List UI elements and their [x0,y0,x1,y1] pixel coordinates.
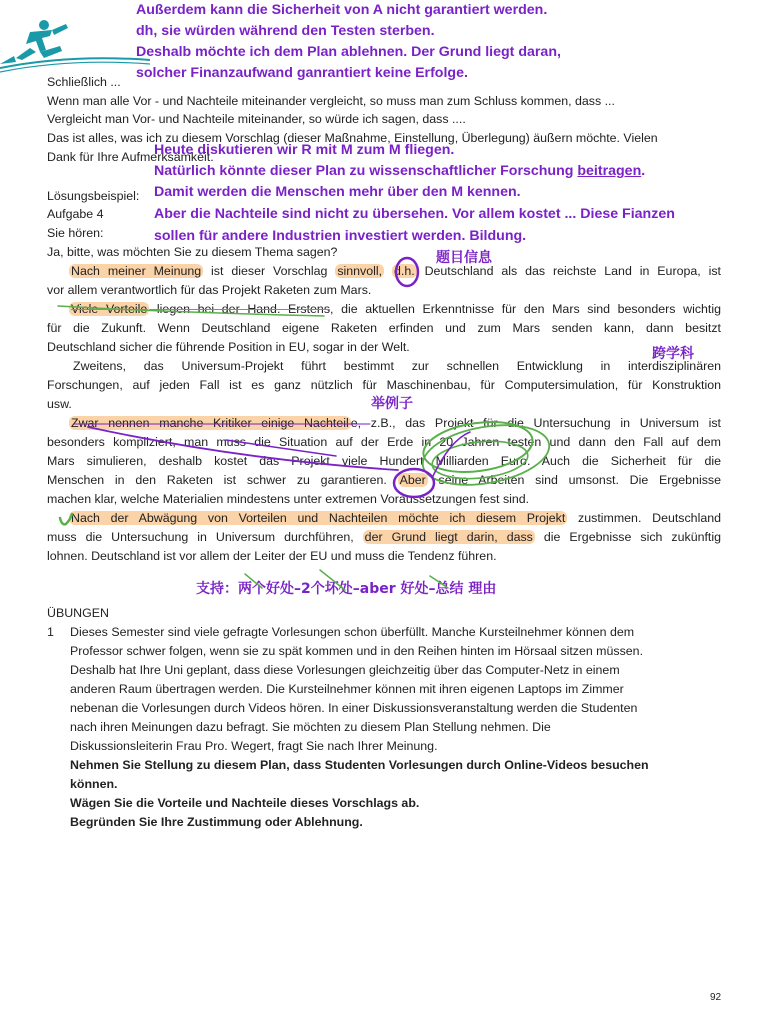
uebung-task-1: Nehmen Sie Stellung zu diesem Plan, dass Studenten Vorlesungen durch Online-Videos besuchen [70,758,649,772]
annotation-mid-2-text: Natürlich könnte dieser Plan zu wissenschaftlicher Forschung [154,163,578,179]
uebung-line-4: anderen Raum übertragen werden. Die Kursteilnehmer können mit ihren eigenen Laptops im Zimmer [70,682,624,696]
annotation-mid-2 [154,161,645,182]
paragraph-4-line-4 [47,471,721,490]
paragraph-2-line-2: für die Zukunft. Wenn Deutschland eigene Raketen erfinden und zum Mars senden kann, dann besitzt [47,321,721,335]
paragraph-2-line-1 [47,300,721,319]
uebung-line-3: Deshalb hat Ihre Uni geplant, dass diese Vorlesungen gleichzeitig über das Computer-Netz in einem [70,663,620,677]
p2-text-1: , die aktuellen Erkenntnisse für den Mars sind besonders wichtig [330,302,721,316]
uebung-line-1: Dieses Semester sind viele gefragte Vorlesungen schon überfüllt. Manche Kursteilnehmer können dem [70,625,635,639]
highlight-sinnvoll: sinnvoll, [337,264,383,278]
paragraph-4-line-5: machen klar, welche Materialien mindestens unter extremen Voraussetzungen fest sind. [47,492,530,506]
highlight-viele-vorteile: Viele Vorteile [71,302,148,316]
paragraph-1-line-2: vor allem verantwortlich für das Projekt Raketen zum Mars. [47,283,372,297]
paragraph-3-line-3: usw. [47,397,72,411]
uebung-number: 1 [47,625,54,639]
highlight-aber: Aber [399,473,426,487]
uebung-line-2: Professor schwer folgen, wenn sie zu spät kommen und in den Reihen hinten im Hörsaal sitzen müssen. [70,644,644,658]
aufgabe-label: Aufgabe 4 [47,207,104,221]
note-structure: 支持：两个好处–2个坏处–aber 好处–总结 理由 [196,581,497,597]
phrase-schliesslich: Schließlich ... [47,75,121,89]
p5-text-1: zustimmen. Deutschland [567,511,721,525]
p1-text-2: Deutschland als das reichste Land in Europa, ist [416,264,721,278]
uebung-task-3: Begründen Sie Ihre Zustimmung oder Ablehnung. [70,815,363,829]
annotation-mid-2-underlined: beitragen [577,163,642,179]
annotation-top-1: Außerdem kann die Sicherheit von A nicht garantiert werden. [136,2,548,18]
paragraph-4-line-2: besonders kompliziert, man muss die Situation auf der Erde in 20 Jahren testen und dann den Fall auf dem [47,435,721,449]
note-example: 举例子 [371,396,413,412]
paragraph-4-line-3: Mars simulieren, deshalb kostet das Projekt viele Hundert Milliarden Euro. Auch die Sicherheit für die [47,454,721,468]
p3-text-1: Zweitens, das Universum-Projekt führt bestimmt zur schnellen Entwicklung in interdisziplinären [73,359,721,373]
paragraph-4-line-1 [47,414,721,433]
uebung-line-5: nebenan die Vorlesungen durch Videos hören. In einer Diskussionsveranstaltung werden die Studenten [70,701,638,715]
strike-erstens: liegen bei der Hand. Erstens [149,302,331,316]
annotation-top-2: dh, sie würden während den Testen sterben. [136,23,435,39]
paragraph-5-line-3: lohnen. Deutschland ist vor allem der Leiter der EU und muss die Tendenz führen. [47,549,497,563]
annotation-mid-1: Heute diskutieren wir R mit M zum M fliegen. [154,142,455,158]
paragraph-1-line-1 [47,262,721,281]
annotation-top-3: Deshalb möchte ich dem Plan ablehnen. Der Grund liegt daran, [136,44,561,60]
annotation-mid-5: sollen für andere Industrien investiert werden. Bildung. [154,228,527,244]
annotation-mid-2-end: . [641,163,646,179]
phrase-vergleich-1: Wenn man alle Vor - und Nachteile miteinander vergleicht, so muss man zum Schluss kommen, dass ... [47,94,615,108]
note-topic-info: 题目信息 [436,250,492,266]
uebung-line-6: nach ihren Meinungen dazu befragt. Sie möchten zu diesem Plan Stellung nehmen. Die [70,720,551,734]
uebung-task-2: Wägen Sie die Vorteile und Nachteile dieses Vorschlags ab. [70,796,420,810]
p1-space [384,264,392,278]
highlight-meinung: Nach meiner Meinung [71,264,202,278]
highlight-zwar: Zwar nennen manche Kritiker einige Nachteil [71,416,349,430]
paragraph-3-line-1 [47,357,721,376]
phrase-abschluss-1: Das ist alles, was ich zu diesem Vorschlag (dieser Maßnahme, Einstellung, Überlegung) äußern möchte. Vielen [47,131,658,145]
paragraph-2-line-3: Deutschland sicher die führende Position in EU, sogar in der Welt. [47,340,410,354]
paragraph-3-line-2: Forschungen, auf jeden Fall ist es ganz nützlich für Maschinenbau, für Computersimulation, für Konstruktion [47,378,721,392]
phrase-vergleich-2: Vergleicht man Vor- und Nachteile miteinander, so würde ich sagen, dass .... [47,112,466,126]
uebung-line-7: Diskussionsleiterin Frau Pro. Wegert, fragt Sie nach Ihrer Meinung. [70,739,438,753]
highlight-dh: d.h. [394,264,415,278]
sie-hoeren-label: Sie hören: [47,226,104,240]
annotation-mid-3: Damit werden die Menschen mehr über den M kennen. [154,184,521,200]
frage-text: Ja, bitte, was möchten Sie zu diesem Thema sagen? [47,245,338,259]
annotation-top-4: solcher Finanzaufwand ganrantiert keine Erfolge. [136,65,468,81]
publisher-logo [0,14,150,76]
p4-text-4a: Menschen in den Raketen ist schwer zu garantieren. [47,473,398,487]
p4-text-1: e, z.B., das Projekt für die Untersuchung in Universum ist [350,416,721,430]
paragraph-5-line-2 [47,528,721,547]
paragraph-5-line-1 [47,509,721,528]
p5-text-2a: muss die Untersuchung in Universum durchführen, [47,530,363,544]
p5-text-2b: die Ergebnisse sich zukünftig [534,530,722,544]
page-number: 92 [710,992,722,1003]
uebung-task-1b: können. [70,777,118,791]
uebungen-title: ÜBUNGEN [47,606,109,620]
highlight-grund: der Grund liegt darin, dass [364,530,533,544]
highlight-abwaegung: Nach der Abwägung von Vorteilen und Nachteilen möchte ich diesem Projekt [71,511,566,525]
p1-text-1: ist dieser Vorschlag [203,264,336,278]
loesungsbeispiel-label: Lösungsbeispiel: [47,189,140,203]
note-interdisciplinary: 跨学科 [652,346,694,362]
phrase-abschluss-2: Dank für Ihre Aufmerksamkeit. [47,150,214,164]
annotation-mid-4: Aber die Nachteile sind nicht zu übersehen. Vor allem kostet ... Diese Fianzen [154,206,675,222]
p4-text-4b: seine Arbeiten sind umsonst. Die Ergebnisse [427,473,721,487]
